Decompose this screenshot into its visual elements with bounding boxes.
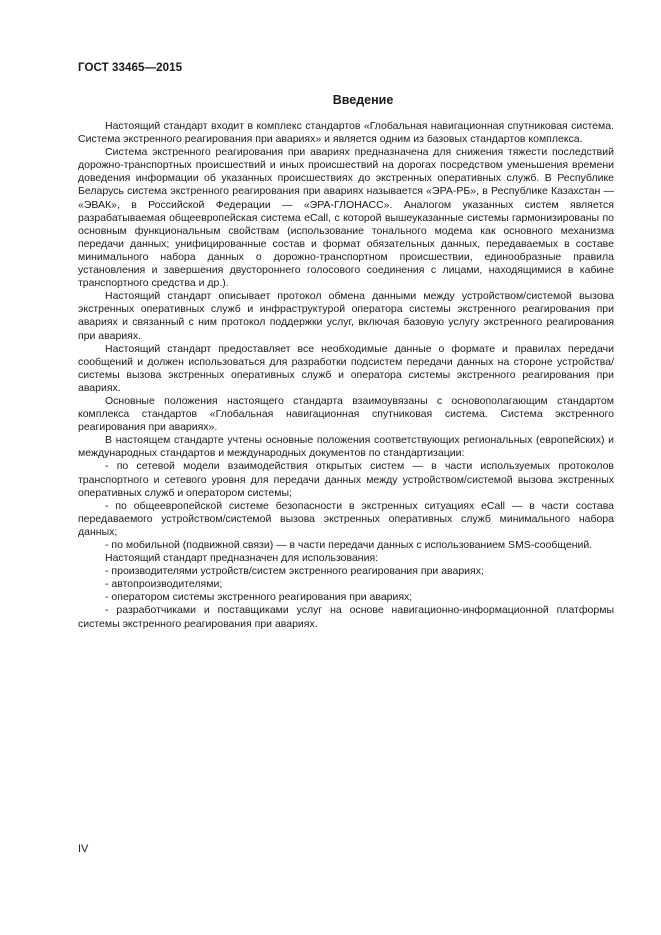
list-item: - по мобильной (подвижной связи) — в части передачи данных с использованием SMS-сообщений.: [105, 539, 593, 551]
paragraph: Настоящий стандарт предоставляет все необходимые данные о формате и правилах передачи сообщений и должен использоваться для разработки подсистем передачи данных на стороне устройства/системы вызова экстренных оперативных служб и оператора системы экстренного реагирования при авариях.: [78, 342, 614, 394]
list-item: - по общеевропейской системе безопасности в экстренных ситуациях eCall — в части состава передаваемого устройством/системой вызова экстренных оперативных служб минимального набора данных;: [78, 499, 614, 538]
list-item: - оператором системы экстренного реагирования при авариях;: [105, 591, 413, 604]
paragraph: Настоящий стандарт предназначен для использования:: [105, 552, 379, 565]
page-number: IV: [78, 843, 89, 855]
introduction-body: [78, 120, 614, 631]
list-item: - разработчиками и поставщиками услуг на основе навигационно-информационной платформы системы экстренного реагирования при авариях.: [78, 604, 614, 630]
paragraph: Система экстренного реагирования при авариях предназначена для снижения тяжести последствий дорожно-транспортных происшествий и иных происшествий на дорогах посредством уменьшения времени доведения информации об указанных происшествиях до экстренных оперативных служб. В Республике Беларусь система экстренного реагирования при авариях называется «ЭРА-РБ», в Республике Казахстан — «ЭВАК», в Российской Федерации — «ЭРА-ГЛОНАСС». Аналогом указанных систем является разрабатываемая общеевропейская система eCall, с которой вышеуказанные системы гармонизированы по основным функциональным свойствам (использование тонального модема как основного механизма передачи данных; унифицированные состав и формат обязательных данных, передаваемых в составе минимального набора данных о дорожно-транспортном происшествии, единообразные правила установления и завершения двустороннего голосового соединения с лицами, находящимися в кабине транспортного средства и др.).: [78, 146, 614, 290]
paragraph: В настоящем стандарте учтены основные положения соответствующих региональных (европейских) и международных стандартов и международных документов по стандартизации:: [78, 434, 614, 460]
list-item: - автопроизводителями;: [105, 578, 223, 591]
section-title: Введение: [332, 93, 394, 107]
paragraph: Настоящий стандарт входит в комплекс стандартов «Глобальная навигационная спутниковая система. Система экстренного реагирования при авариях» и является одним из базовых стандартов комплекса.: [78, 120, 614, 146]
paragraph: Настоящий стандарт описывает протокол обмена данными между устройством/системой вызова экстренных оперативных служб и инфраструктурой оператора системы экстренного реагирования при авариях и связанный с ним протокол поддержки услуг, включая базовую услугу экстренного реагирования при авариях.: [78, 290, 614, 342]
list-item: - производителями устройств/систем экстренного реагирования при авариях;: [105, 565, 484, 578]
standard-number-header: ГОСТ 33465—2015: [78, 62, 183, 74]
list-item: - по сетевой модели взаимодействия открытых систем — в части используемых протоколов транспортного и сетевого уровня для передачи данных между устройством/системой вызова экстренных оперативных служб и оператором системы;: [78, 460, 614, 499]
paragraph: Основные положения настоящего стандарта взаимоувязаны с основополагающим стандартом комплекса стандартов «Глобальная навигационная спутниковая система. Система экстренного реагирования при авариях».: [78, 394, 614, 434]
